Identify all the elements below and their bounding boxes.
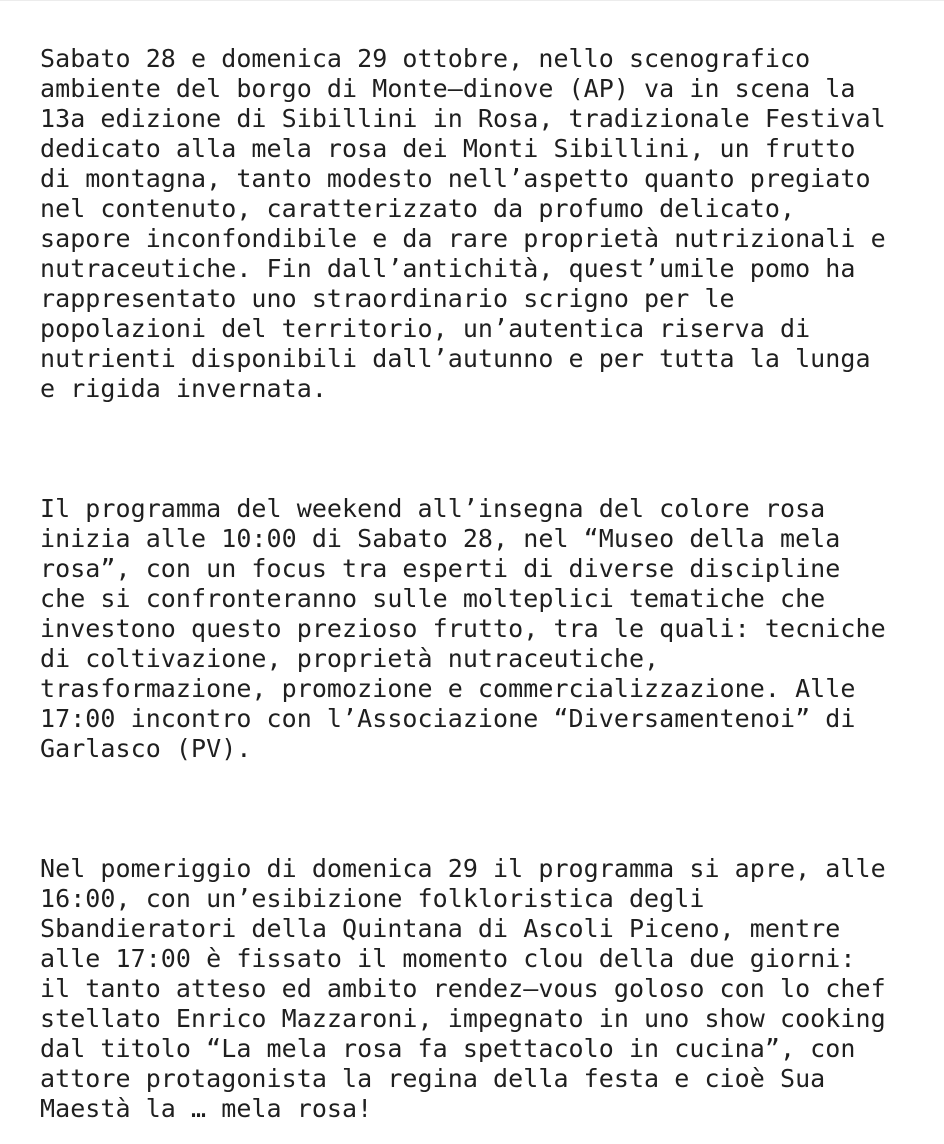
paragraph-sunday-program: Nel pomeriggio di domenica 29 il programma si apre, alle 16:00, con un’esibizione folkloristica degli Sbandieratori della Quintana di Ascoli Piceno, mentre alle 17:00 è fissato il momento clou della due giorni: il tanto atteso ed ambito rendez–vous goloso con lo chef stellato Enrico Mazzaroni, impegnato in uno show cooking dal titolo “La mela rosa fa spettacolo in cucina”, con attore protagonista la regina della festa e cioè Sua Maestà la … mela rosa! (40, 854, 886, 1123)
top-divider (0, 0, 944, 1)
paragraph-festival-intro: Sabato 28 e domenica 29 ottobre, nello scenografico ambiente del borgo di Monte–dinove (AP) va in scena la 13a edizione di Sibillini in Rosa, tradizionale Festival dedicato alla mela rosa dei Monti Sibillini, un frutto di montagna, tanto modesto nell’aspetto quanto pregiato nel contenuto, caratterizzato da profumo delicato, sapore inconfondibile e da rare proprietà nutrizionali e nutraceutiche. Fin dall’antichità, quest’umile pomo ha rappresentato uno straordinario scrigno per le popolazioni del territorio, un’autentica riserva di nutrienti disponibili dall’autunno e per tutta la lunga e rigida invernata. (40, 44, 886, 403)
article-body (40, 44, 930, 1124)
paragraph-saturday-program: Il programma del weekend all’insegna del colore rosa inizia alle 10:00 di Sabato 28, nel “Museo della mela rosa”, con un focus tra esperti di diverse discipline che si confronteranno sulle molteplici tematiche che investono questo prezioso frutto, tra le quali: tecniche di coltivazione, proprietà nutraceutiche, trasformazione, promozione e commercializzazione. Alle 17:00 incontro con l’Associazione “Diversamentenoi” di Garlasco (PV). (40, 494, 886, 763)
